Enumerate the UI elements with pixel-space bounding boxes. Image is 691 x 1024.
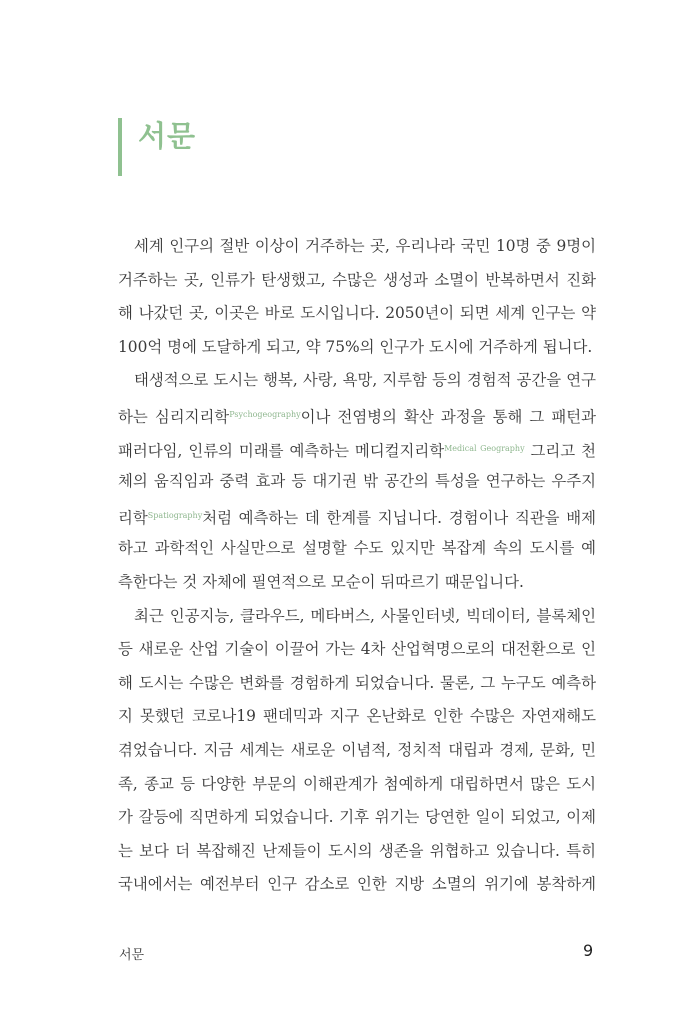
page-number: 9 — [583, 941, 594, 960]
text-line: 거주하는 곳, 인류가 탄생했고, 수많은 생성과 소멸이 반복하면서 진화 — [118, 270, 596, 289]
text-line: 세계 인구의 절반 이상이 거주하는 곳, 우리나라 국민 10명 중 9명이 — [134, 237, 596, 255]
text-line: 해 도시는 수많은 변화를 경험하게 되었습니다. 물론, 그 누구도 예측하 — [118, 673, 596, 692]
text-segment: 이나 전염병의 확산 과정을 통해 그 패턴과 — [300, 407, 596, 426]
text-line — [118, 432, 596, 466]
text-line — [118, 398, 596, 432]
running-footer-section: 서문 — [119, 948, 145, 963]
text-line: 하고 과학적인 사실만으로 설명할 수도 있지만 복잡계 속의 도시를 예 — [118, 539, 596, 558]
text-line: 는 보다 더 복잡해진 난제들이 도시의 생존을 위협하고 있습니다. 특히 — [118, 841, 596, 860]
text-line — [118, 499, 596, 533]
text-line: 가 갈등에 직면하게 되었습니다. 기후 위기는 당연한 일이 되었고, 이제 — [118, 808, 596, 827]
text-line: 겪었습니다. 지금 세계는 새로운 이념적, 정치적 대립과 경제, 문화, 민 — [118, 740, 596, 759]
text-line: 100억 명에 도달하게 되고, 약 75%의 인구가 도시에 거주하게 됩니다. — [118, 337, 593, 356]
body-text — [118, 230, 596, 902]
text-segment: 처럼 예측하는 데 한계를 지닙니다. 경험이나 직관을 배제 — [202, 508, 596, 527]
title-accent-bar — [118, 118, 122, 176]
text-line: 체의 움직임과 중력 효과 등 대기권 밖 공간의 특성을 연구하는 우주지 — [118, 472, 596, 491]
text-line: 족, 종교 등 다양한 부문의 이해관계가 첨예하게 대립하면서 많은 도시 — [118, 774, 596, 793]
text-segment: 하는 심리지리학 — [118, 407, 230, 426]
text-line: 태생적으로 도시는 행복, 사랑, 욕망, 지루함 등의 경험적 공간을 연구 — [134, 371, 596, 390]
gloss-medical-geography: Medical Geography — [444, 443, 525, 453]
text-line: 국내에서는 예전부터 인구 감소로 인한 지방 소멸의 위기에 봉착하게 — [118, 875, 596, 894]
page-title: 서문 — [138, 119, 197, 153]
text-line: 지 못했던 코로나19 팬데믹과 지구 온난화로 인한 수많은 자연재해도 — [118, 707, 596, 726]
text-segment: 패러다임, 인류의 미래를 예측하는 메디컬지리학 — [118, 441, 445, 460]
text-segment: 그리고 천 — [524, 441, 596, 460]
text-line: 해 나갔던 곳, 이곳은 바로 도시입니다. 2050년이 되면 세계 인구는 약 — [118, 304, 596, 323]
text-line: 측한다는 것 자체에 필연적으로 모순이 뒤따르기 때문입니다. — [118, 572, 524, 591]
text-line: 최근 인공지능, 클라우드, 메타버스, 사물인터넷, 빅데이터, 블록체인 — [134, 606, 596, 625]
gloss-psychogeography: Psychogeography — [229, 409, 301, 419]
gloss-spatiography: Spatiography — [147, 510, 203, 520]
text-segment: 리학 — [118, 508, 148, 527]
text-line: 등 새로운 산업 기술이 이끌어 가는 4차 산업혁명으로의 대전환으로 인 — [118, 640, 596, 659]
